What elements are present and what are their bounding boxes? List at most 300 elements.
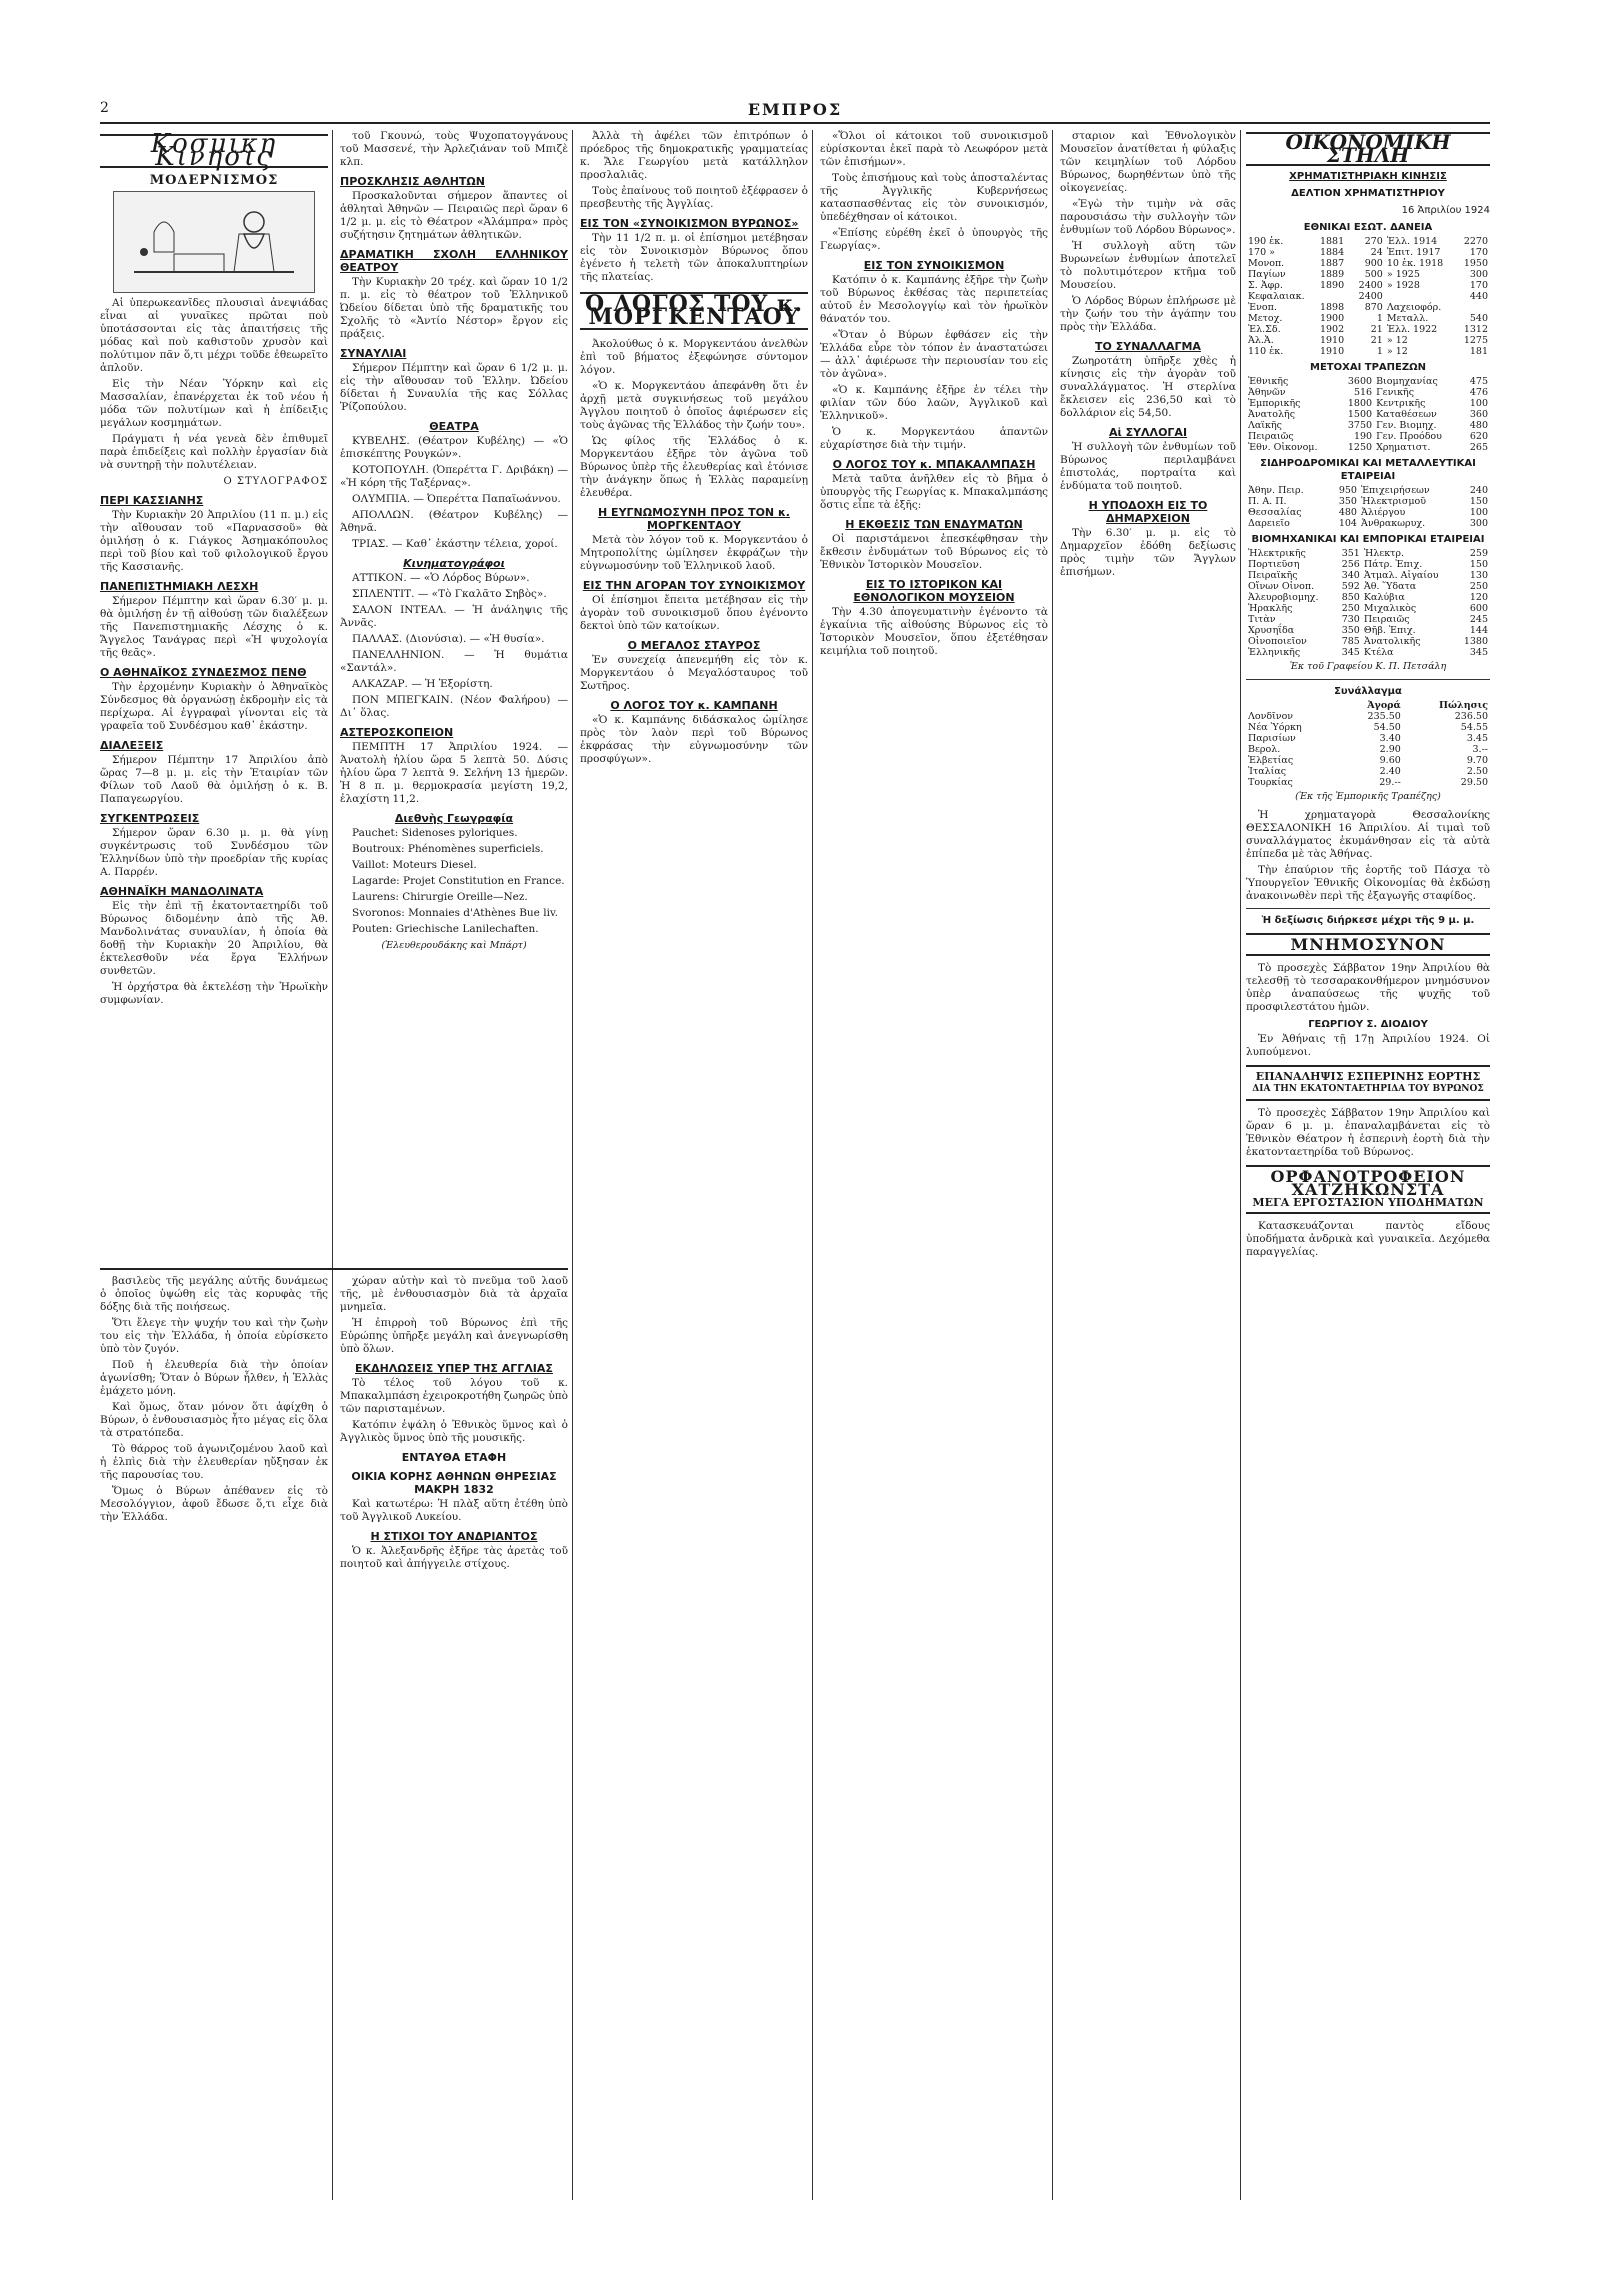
table-cell: 3.45: [1466, 733, 1488, 744]
paragraph: Ἡ ὀρχήστρα θὰ ἐκτελέσῃ τὴν Ἡρωϊκὴν συμφωνίαν.: [100, 981, 328, 1006]
paragraph: Ὁ κ. Ἀλεξανδρῆς ἐξῆρε τὰς ἀρετὰς τοῦ ποιητοῦ καὶ ἀπήγγειλε στίχους.: [340, 1545, 568, 1570]
column-1-bottom: [100, 1275, 328, 2195]
table-row: [1246, 258, 1490, 269]
table-cell: 1500: [1347, 409, 1373, 420]
column-2-top: [340, 130, 568, 1260]
table-cell: 1250: [1347, 442, 1373, 453]
table-cell: 190: [1353, 431, 1373, 442]
table-cell: Ἀνατολικῆς: [1363, 636, 1421, 647]
article-heading: Η ΣΤΙΧΟΙ ΤΟΥ ΑΝΔΡΙΑΝΤΟΣ: [370, 1530, 538, 1543]
article-heading: ΕΙΣ ΤΟ ΙΣΤΟΡΙΚΟΝ ΚΑΙ ΕΘΝΟΛΟΓΙΚΟΝ ΜΟΥΣΕΙΟΝ: [853, 578, 1015, 604]
article-heading: Η ΕΚΘΕΣΙΣ ΤΩΝ ΕΝΔΥΜΑΤΩΝ: [845, 518, 1023, 531]
table-cell: Γενικῆς: [1376, 387, 1415, 398]
fx-table: [1246, 700, 1490, 788]
paragraph: «Ἐγὼ τὴν τιμὴν νὰ σᾶς παρουσιάσω τὴν συλλογὴν τῶν ἐνθυμίων τοῦ Λόρδου Βύρωνος».: [1060, 198, 1236, 236]
table-cell: Τουρκίας: [1248, 777, 1293, 788]
page-number: 2: [100, 100, 109, 116]
table-cell: 1887: [1319, 258, 1345, 269]
table-cell: 54.55: [1460, 722, 1488, 733]
article-heading: Ο ΜΕΓΑΛΟΣ ΣΤΑΥΡΟΣ: [627, 639, 761, 652]
paragraph: βασιλεὺς τῆς μεγάλης αὐτῆς δυνάμεως ὁ ὁποῖος ὑψώθη εἰς τὰς κορυφὰς τῆς δόξης διὰ τῆς ποιήσεως.: [100, 1275, 328, 1313]
article-heading: ΠΡΟΣΚΛΗΣΙΣ ΑΘΛΗΤΩΝ: [340, 175, 485, 188]
paragraph: Τοὺς ἐπισήμους καὶ τοὺς ἀποσταλέντας τῆς Ἀγγλικῆς Κυβερνήσεως κατασπασθέντας εἰς τὸν συνοικισμόν, ὑπεδέχθησαν οἱ κάτοικοι.: [820, 172, 1048, 223]
table-cell: 250: [1341, 603, 1360, 614]
paragraph: Τὴν 6.30′ μ. μ. εἰς τὸ Δημαρχεῖον ἐδόθη δεξίωσις πρὸς τιμὴν τῶν Ἄγγλων ἐπισήμων.: [1060, 527, 1236, 578]
column-rule: [1240, 130, 1241, 2200]
table-row: [1246, 376, 1490, 387]
table-cell: Ἑλληνικῆς: [1248, 647, 1301, 658]
article-heading: ΣΥΓΚΕΝΤΡΩΣΕΙΣ: [100, 812, 200, 825]
listing-item: ΤΡΙΑΣ. — Καθ᾽ ἑκάστην τέλεια, χοροί.: [352, 538, 558, 550]
column-header: [1246, 700, 1341, 711]
paragraph: Κατόπιν ἐψάλη ὁ Ἐθνικὸς ὕμνος καὶ ὁ Ἀγγλικὸς ὕμνος ὑπὸ τῆς μουσικῆς.: [340, 1419, 568, 1444]
table-cell: Γεν. Βιομηχ.: [1376, 420, 1437, 431]
table-heading: ΒΙΟΜΗΧΑΝΙΚΑΙ ΚΑΙ ΕΜΠΟΡΙΚΑΙ ΕΤΑΙΡΕΙΑΙ: [1251, 534, 1485, 545]
table-cell: Π. Α. Π.: [1248, 496, 1287, 507]
table-cell: 9.60: [1379, 755, 1401, 766]
table-cell: Ἐλ.Σδ.: [1248, 324, 1281, 335]
subheading: ΧΡΗΜΑΤΙΣΤΗΡΙΑΚΗ ΚΙΝΗΣΙΣ: [1289, 171, 1447, 182]
table-cell: Ἐπιχειρήσεων: [1360, 485, 1430, 496]
divider: [1246, 679, 1490, 680]
table-cell: 3600: [1347, 376, 1373, 387]
paragraph: Αἱ ὑπερωκεανῖδες πλουσιαὶ ἀνεψιάδας εἶναι αἱ γυναῖκες πρῶται ποὺ ὑποτάσσονται εἰς τὰς ἀπαιτήσεις τῆς μόδας καὶ ποὺ καθιστοῦν χρυσὸν καὶ πολύτιμον πᾶν ὅ,τι μέχρι τοῦδε ἐθεωρεῖτο ἀπλοῦν.: [100, 297, 328, 374]
table-cell: 1910: [1319, 346, 1345, 357]
table-cell: Ἀτμαλ. Αἰγαίου: [1363, 570, 1439, 581]
table-cell: 540: [1469, 313, 1488, 324]
table-cell: 1881: [1319, 236, 1345, 247]
listing-item: ΑΤΤΙΚΟΝ. — «Ὁ Λόρδος Βύρων».: [352, 572, 530, 584]
economic-column: [1246, 130, 1490, 2190]
paragraph: Σήμερον Πέμπτην καὶ ὥραν 6.30′ μ. μ. θὰ ὁμιλήσῃ ἐν τῇ αἰθούσῃ τῶν διαλέξεων τῆς Πανεπιστημιακῆς Λέσχης ὁ κ. Ἄγγελος Τανάγρας περὶ «Ἡ ψυχολογία τῆς θεᾶς».: [100, 595, 328, 659]
table-row: [1246, 335, 1490, 346]
table-cell: Ἐθνικῆς: [1248, 376, 1289, 387]
column-header: Ἀγορά: [1367, 700, 1401, 711]
table-cell: Πειραϊκῆς: [1248, 570, 1298, 581]
table-cell: 21: [1370, 335, 1383, 346]
table-cell: Πειραιῶς: [1248, 431, 1294, 442]
table-cell: [1385, 291, 1457, 302]
table-cell: 3750: [1347, 420, 1373, 431]
column-rule: [332, 130, 333, 2200]
table-cell: 29.--: [1379, 777, 1401, 788]
table-row: [1246, 766, 1490, 777]
column-2-bottom: [340, 1275, 568, 2195]
paragraph: Καὶ ὅμως, ὅταν μόνον ὅτι ἀφίχθη ὁ Βύρων, ὁ ἐνθουσιασμὸς ἦτο μέγας εἰς ὅλα τὰ στρατόπεδα.: [100, 1401, 328, 1439]
table-cell: Οἰνοποιεῖον: [1248, 636, 1307, 647]
table-cell: Πάτρ. Ἐπιχ.: [1363, 559, 1423, 570]
lady-at-table-icon: [114, 192, 314, 292]
table-cell: 340: [1341, 570, 1360, 581]
listing-item: Lagarde: Projet Constitution en France.: [352, 875, 565, 887]
article-heading: ΠΑΝΕΠΙΣΤΗΜΙΑΚΗ ΛΕΣΧΗ: [100, 580, 259, 593]
table-row: [1246, 711, 1490, 722]
table-cell: Ἐνοπ.: [1248, 302, 1277, 313]
table-cell: 300: [1469, 518, 1488, 529]
article-heading: Κινηματογράφοι: [403, 557, 505, 570]
memorial-title: ΜΝΗΜΟΣΥΝΟΝ: [1290, 935, 1446, 954]
table-row: [1246, 614, 1490, 625]
article-heading: ΤΟ ΣΥΝΑΛΛΑΓΜΑ: [1095, 340, 1201, 353]
table-cell: 170: [1469, 280, 1488, 291]
table-cell: 259: [1469, 548, 1488, 559]
table-row: [1246, 387, 1490, 398]
table-cell: Δαρειεῖο: [1248, 518, 1290, 529]
table-cell: Σ. Ἀφρ.: [1248, 280, 1283, 291]
table-cell: Ἀθηνῶν: [1248, 387, 1286, 398]
listing-item: ΠΟΝ ΜΠΕΓΚΑΙΝ. (Νέον Φαλήρου) — Δι᾽ ὅλας.: [340, 694, 568, 719]
article-heading: ΕΙΣ ΤΟΝ «ΣΥΝΟΙΚΙΣΜΟΝ ΒΥΡΩΝΟΣ»: [580, 217, 799, 230]
table-cell: Κεφαλαιακ.: [1248, 291, 1305, 302]
column-5: [1060, 130, 1236, 2190]
table-row: [1246, 744, 1490, 755]
table-cell: [1318, 291, 1351, 302]
table-cell: 100: [1469, 398, 1488, 409]
credit-note: (Ἐλευθερουδάκης καὶ Μπάρτ): [381, 940, 527, 951]
paragraph: ΠΕΜΠΤΗ 17 Ἀπριλίου 1924. — Ἀνατολὴ ἡλίου ὥρα 5 λεπτὰ 50. Δύσις ἡλίου ὥρα 7 λεπτὰ 9. Σελήνη 13 ἡμερῶν. Ἡ 8 π. μ. θερμοκρασία μεγίστη 19,2, ἐλαχίστη 11,2.: [340, 741, 568, 805]
table-cell: Παγίων: [1248, 269, 1286, 280]
listing-item: ΑΠΟΛΛΩΝ. (Θέατρον Κυβέλης) — Ἀθηνᾶ.: [340, 509, 568, 534]
table-cell: 2.40: [1379, 766, 1401, 777]
article-heading: ΑΣΤΕΡΟΣΚΟΠΕΙΟΝ: [340, 726, 454, 739]
table-cell: 100: [1469, 507, 1488, 518]
listing-item: Boutroux: Phénomènes superficiels.: [352, 843, 544, 855]
paragraph: Μετὰ ταῦτα ἀνῆλθεν εἰς τὸ βῆμα ὁ ὑπουργὸς τῆς Γεωργίας κ. Μπακαλμπάσης ὅστις εἶπε τὰ ἑξῆς:: [820, 473, 1048, 511]
table-row: [1246, 313, 1490, 324]
table-cell: 1900: [1319, 313, 1345, 324]
table-row: [1246, 236, 1490, 247]
paragraph: τοῦ Γκουνώ, τοὺς Ψυχοπατογγάνους τοῦ Μασσενέ, τὴν Ἀρλεζιάναν τοῦ Μπιζὲ κλπ.: [340, 130, 568, 168]
table-cell: 54.50: [1373, 722, 1401, 733]
article-heading: ΠΕΡΙ ΚΑΣΣΙΑΝΗΣ: [100, 494, 204, 507]
article-heading: ΘΕΑΤΡΑ: [429, 420, 479, 433]
masthead: [100, 100, 1490, 124]
column-header: Πώλησις: [1439, 700, 1488, 711]
article-heading: ΔΙΑΛΕΞΕΙΣ: [100, 739, 164, 752]
table-row: [1246, 507, 1490, 518]
table-cell: 250: [1469, 581, 1488, 592]
table-row: [1246, 625, 1490, 636]
paragraph: Κατασκευάζονται παντὸς εἴδους ὑποδήματα ἀνδρικὰ καὶ γυναικεῖα. Δεχόμεθα παραγγελίας.: [1246, 1220, 1490, 1258]
inscription-text: ΟΙΚΙΑ ΚΟΡΗΣ ΑΘΗΝΩΝ ΘΗΡΕΣΙΑΣ ΜΑΚΡΗ 1832: [351, 1470, 557, 1496]
table-row: [1246, 722, 1490, 733]
paragraph: Ἐν συνεχείᾳ ἀπενεμήθη εἰς τὸν κ. Μοργκεντάου ὁ Μεγαλόσταυρος τοῦ Σωτῆρος.: [580, 654, 808, 692]
table-row: [1246, 442, 1490, 453]
table-cell: 245: [1469, 614, 1488, 625]
table-cell: Θεσσαλίας: [1248, 507, 1302, 518]
table-cell: 1884: [1319, 247, 1345, 258]
paragraph: «Ὁ κ. Καμπάνης ἐξῆρε ἐν τέλει τὴν φιλίαν τῶν δύο λαῶν, Ἀγγλικοῦ καὶ Ἑλληνικοῦ».: [820, 384, 1048, 422]
article-heading: ΕΙΣ ΤΟΝ ΣΥΝΟΙΚΙΣΜΟΝ: [863, 259, 1005, 272]
table-cell: Καταθέσεων: [1376, 409, 1437, 420]
table-cell: 1380: [1463, 636, 1488, 647]
table-cell: 120: [1469, 592, 1488, 603]
table-cell: 1902: [1319, 324, 1345, 335]
table-cell: 1312: [1463, 324, 1488, 335]
table-row: [1246, 647, 1490, 658]
table-row: [1246, 755, 1490, 766]
table-cell: 1275: [1463, 335, 1488, 346]
table-row: [1246, 592, 1490, 603]
table-cell: 270: [1364, 236, 1383, 247]
table-cell: Τιτὰν: [1248, 614, 1276, 625]
table-cell: 190 ἑκ.: [1248, 236, 1284, 247]
paragraph: Ποῦ ἡ ἐλευθερία διὰ τὴν ὁποίαν ἀγωνίσθη; Ὅταν ὁ Βύρων ἦλθεν, ἡ Ἑλλὰς ἐμάχετο μόνη.: [100, 1359, 328, 1397]
table-row: [1246, 420, 1490, 431]
event-subtitle: ΔΙΑ ΤΗΝ ΕΚΑΤΟΝΤΑΕΤΗΡΙΔΑ ΤΟΥ ΒΥΡΩΝΟΣ: [1252, 1084, 1484, 1094]
table-row: [1246, 409, 1490, 420]
paragraph: Σήμερον Πέμπτην καὶ ὥραν 6 1/2 μ. μ. εἰς τὴν αἴθουσαν τοῦ Ἑλλην. Ὠδείου δίδεται ἡ Συναυλία τῆς κας Σόλλας Ῥίζοπούλου.: [340, 362, 568, 413]
article-heading: Ο ΛΟΓΟΣ ΤΟΥ κ. ΜΠΑΚΑΛΜΠΑΣΗ: [832, 458, 1036, 471]
listing-item: ΚΟΤΟΠΟΥΛΗ. (Ὀπερέττα Γ. Δριβάκη) — «Ἡ κόρη τῆς Ταξέρνας».: [340, 464, 568, 489]
paragraph: «Ὁ κ. Μοργκεντάου ἀπεφάνθη ὅτι ἐν ἀρχῇ μετὰ συγκινήσεως τοῦ μεγάλου Ἀγγλου ποιητοῦ ὁ ὁποῖος ἀφιέρωσεν εἰς τοὺς ἀγῶνας τῆς Ἑλλάδος τὴν ζωήν του».: [580, 380, 808, 431]
table-row: [1246, 280, 1490, 291]
table-heading: ΜΕΤΟΧΑΙ ΤΡΑΠΕΖΩΝ: [1310, 362, 1426, 373]
table-cell: 870: [1364, 302, 1383, 313]
paragraph: Τὴν ἐπαύριον τῆς ἑορτῆς τοῦ Πάσχα τὸ Ὑπουργεῖον Ἐθνικῆς Οἰκονομίας θὰ ἐκδώσῃ ἀνακοινωθὲν περὶ τῆς ἐξαγωγῆς σταφίδος.: [1246, 864, 1490, 902]
table-cell: Νέα Ὑόρκη: [1248, 722, 1302, 733]
listing-item: ΟΛΥΜΠΙΑ. — Ὀπερέττα Παπαϊωάννου.: [352, 493, 561, 505]
table-cell: 2.50: [1466, 766, 1488, 777]
paragraph: Εἰς τὴν ἐπὶ τῇ ἑκατονταετηρίδι τοῦ Βύρωνος διδομένην ἀπὸ τῆς Ἀθ. Μανδολινάτας συναυλίαν, ἡ ὁποία θὰ δοθῇ τὴν Κυριακὴν 20 Ἀπριλίου, θὰ ἐκτελεσθοῦν νέα ἔργα Ἑλλήνων συνθετῶν.: [100, 900, 328, 977]
table-cell: Θῆβ. Ἐπιχ.: [1363, 625, 1416, 636]
subheading: ΔΕΛΤΙΟΝ ΧΡΗΜΑΤΙΣΤΗΡΙΟΥ: [1291, 188, 1445, 199]
table-cell: Πειραιῶς: [1363, 614, 1410, 625]
paragraph: Εἰς τὴν Νέαν Ὑόρκην καὶ εἰς Μασσαλίαν, ἐπανέρχεται ἐκ τοῦ νέου ἡ μόδα τῶν πολυτίμων καὶ ἡ ἐπίδειξις μεγάλων κοσμημάτων.: [100, 378, 328, 429]
paragraph: Ἡ συλλογὴ τῶν ἐνθυμίων τοῦ Βύρωνος περιλαμβάνει ἐπιστολάς, πορτραίτα καὶ ἐνδύματα τοῦ ποιητοῦ.: [1060, 441, 1236, 492]
article-heading: Η ΕΥΓΝΩΜΟΣΥΝΗ ΠΡΟΣ ΤΟΝ κ. ΜΟΡΓΚΕΝΤΑΟΥ: [598, 506, 790, 532]
table-cell: Μιχαλικὸς: [1363, 603, 1417, 614]
table-cell: Ἐλλ. 1914: [1386, 236, 1438, 247]
table-cell: 620: [1469, 431, 1488, 442]
table-row: [1246, 247, 1490, 258]
article-heading: ΕΚΔΗΛΩΣΕΙΣ ΥΠΕΡ ΤΗΣ ΑΓΓΛΙΑΣ: [355, 1362, 553, 1375]
event-title: ΕΠΑΝΑΛΗΨΙΣ ΕΣΠΕΡΙΝΗΣ ΕΟΡΤΗΣ: [1255, 1070, 1481, 1083]
table-cell: Ἐμπορικῆς: [1248, 398, 1301, 409]
article-heading: ΔΡΑΜΑΤΙΚΗ ΣΧΟΛΗ ΕΛΛΗΝΙΚΟΥ ΘΕΑΤΡΟΥ: [340, 248, 568, 274]
table-row: [1246, 570, 1490, 581]
table-heading: ΣΙΔΗΡΟΔΡΟΜΙΚΑΙ ΚΑΙ ΜΕΤΑΛΛΕΥΤΙΚΑΙ ΕΤΑΙΡΕΙΑΙ: [1260, 458, 1476, 482]
paragraph: Ὅμως ὁ Βύρων ἀπέθανεν εἰς τὸ Μεσολόγγιον, ἀφοῦ ἔδωσε ὅ,τι εἶχε διὰ τὴν Ἑλλάδα.: [100, 1485, 328, 1523]
paragraph: χώραν αὐτὴν καὶ τὸ πνεῦμα τοῦ λαοῦ τῆς, μὲ ἐνθουσιασμὸν διὰ τὰ ἀρχαῖα μνημεῖα.: [340, 1275, 568, 1313]
table-cell: 3.40: [1379, 733, 1401, 744]
inscription-heading: ΕΝΤΑΥΘΑ ΕΤΑΦΗ: [401, 1451, 507, 1464]
table-cell: 1890: [1319, 280, 1345, 291]
table-cell: Ἠλεκτρικῆς: [1248, 548, 1306, 559]
table-cell: 500: [1364, 269, 1383, 280]
listing-item: Laurens: Chirurgie Oreille—Nez.: [352, 891, 528, 903]
article-heading: Διεθνὴς Γεωγραφία: [394, 812, 514, 825]
article-heading: Ο ΑΘΗΝΑΪΚΟΣ ΣΥΝΔΕΣΜΟΣ ΠΕΝΘ: [100, 666, 307, 679]
table-cell: 480: [1338, 507, 1357, 518]
paragraph: Ἐν Ἀθήναις τῇ 17ῃ Ἀπριλίου 1924. Οἱ λυπούμενοι.: [1246, 1033, 1490, 1058]
table-cell: Ἀθ. Ὕδατα: [1363, 581, 1417, 592]
table-cell: Καλύβια: [1363, 592, 1405, 603]
table-row: [1246, 559, 1490, 570]
table-cell: 110 ἑκ.: [1248, 346, 1284, 357]
listing-item: Pouten: Griechische Lanilechaften.: [352, 923, 539, 935]
table-cell: Λαχειοφόρ.: [1386, 302, 1442, 313]
paragraph: Ἡ χρηματαγορὰ Θεσσαλονίκης ΘΕΣΣΑΛΟΝΙΚΗ 16 Ἀπριλίου. Αἱ τιμαὶ τοῦ συναλλάγματος ἐκυμάνθησαν εἰς τὰ αὐτὰ ἐπίπεδα μὲ τὰς Ἀθήνας.: [1246, 809, 1490, 860]
listing-item: Vaillot: Moteurs Diesel.: [352, 859, 477, 871]
table-cell: 2400: [1358, 291, 1383, 302]
paragraph: «Ὁ κ. Καμπάνης διδάσκαλος ὡμίλησε πρὸς τὸν λαὸν περὶ τοῦ Βύρωνος ἐκφράσας τὴν εὐγνωμοσύνην τῶν προσφύγων».: [580, 714, 808, 765]
paragraph: Τὴν ἐρχομένην Κυριακὴν ὁ Ἀθηναϊκὸς Σύνδεσμος θὰ ὀργανώσῃ ἐκδρομὴν εἰς τὰ περίχωρα. Αἱ ἐγγραφαὶ γίνονται εἰς τὰ γραφεῖα τοῦ Συνδέσμου καθ᾽ ἑκάστην.: [100, 681, 328, 732]
table-row: [1246, 398, 1490, 409]
column-rule: [812, 130, 813, 2200]
credit-note: Ἐκ τοῦ Γραφείου Κ. Π. Πετσάλη: [1289, 661, 1447, 672]
table-row: [1246, 269, 1490, 280]
table-cell: 350: [1341, 625, 1360, 636]
table-cell: Ἡλεκτρ.: [1363, 548, 1405, 559]
signature: Ο ΣΤΥΛΟΓΡΑΦΟΣ: [223, 476, 328, 487]
table-cell: Ἀλευροβιομηχ.: [1248, 592, 1319, 603]
table-row: [1246, 346, 1490, 357]
table-row: [1246, 636, 1490, 647]
table-cell: 350: [1338, 496, 1357, 507]
table-cell: 10 ἑκ. 1918: [1386, 258, 1444, 269]
paragraph: Ὡς φίλος τῆς Ἑλλάδος ὁ κ. Μοργκεντάου ἐξῆρε τὸν ἀγῶνα τοῦ Βύρωνος ὑπὲρ τῆς ἐλευθερίας καὶ ἐτόνισε τὴν ἀνάγκην ὅπως ἡ Ἑλλὰς παραμείνῃ ἐλευθέρα.: [580, 435, 808, 499]
paragraph: Καὶ κατωτέρω: Ἡ πλὰξ αὕτη ἐτέθη ὑπὸ τοῦ Ἀγγλικοῦ Λυκείου.: [340, 1498, 568, 1523]
table-row: [1246, 581, 1490, 592]
table-cell: 516: [1353, 387, 1373, 398]
divider: [1246, 908, 1490, 909]
paragraph: Ἡ ἐπιρροὴ τοῦ Βύρωνος ἐπὶ τῆς Εὐρώπης ὑπῆρξε μεγάλη καὶ ἀνεγνωρίσθη ὑπὸ ὅλων.: [340, 1317, 568, 1355]
paragraph: Κατόπιν ὁ κ. Καμπάνης ἐξῆρε τὴν ζωὴν τοῦ Βύρωνος ἐκθέσας τὰς περιπετείας αὐτοῦ ἐν Μεσολογγίῳ καὶ τὸν ἡρωϊκὸν θάνατόν του.: [820, 274, 1048, 325]
table-cell: 2270: [1463, 236, 1488, 247]
table-cell: 360: [1469, 409, 1488, 420]
table-cell: 345: [1341, 647, 1360, 658]
advertisement: [1246, 1165, 1490, 1214]
table-cell: 3.--: [1472, 744, 1488, 755]
article-heading: Αἱ ΣΥΛΛΟΓΑΙ: [1108, 426, 1188, 439]
credit-note: (Ἐκ τῆς Ἐμπορικῆς Τραπέζης): [1295, 791, 1441, 802]
table-cell: Ἐθν. Οἰκονομ.: [1248, 442, 1318, 453]
table-cell: Ἡρακλῆς: [1248, 603, 1293, 614]
paragraph: Σήμερον Πέμπτην 17 Ἀπριλίου ἀπὸ ὥρας 7—8 μ. μ. εἰς τὴν Ἑταιρίαν τῶν Φίλων τοῦ Λαοῦ θὰ ὁμιλήσῃ ὁ κ. Β. Παπαγεωργίου.: [100, 754, 328, 805]
table-cell: 170 »: [1248, 247, 1275, 258]
section-title: Κοσμικη Κινησις: [100, 134, 328, 168]
table-cell: Ἀθην. Πειρ.: [1248, 485, 1304, 496]
table-cell: Ἠλεκτρισμοῦ: [1360, 496, 1427, 507]
memorial-name: ΓΕΩΡΓΙΟΥ Σ. ΔΙΟΔΙΟΥ: [1308, 1019, 1428, 1030]
table-heading: ΕΘΝΙΚΑΙ ΕΣΩΤ. ΔΑΝΕΙΑ: [1303, 222, 1433, 233]
table-header-row: [1246, 700, 1490, 711]
inds-table: [1246, 548, 1490, 658]
table-cell: 256: [1341, 559, 1360, 570]
advertisement-title: ΟΡΦΑΝΟΤΡΟΦΕΙΟΝ ΧΑΤΖΗΚΩΝΣΤΑ: [1270, 1167, 1466, 1199]
table-cell: 104: [1338, 518, 1357, 529]
table-cell: Ἀλιέργου: [1360, 507, 1406, 518]
paragraph: Τὸ τέλος τοῦ λόγου τοῦ κ. Μπακαλμπάση ἐχειροκροτήθη ζωηρῶς ὑπὸ τῶν παρισταμένων.: [340, 1377, 568, 1415]
table-cell: 150: [1469, 496, 1488, 507]
paragraph: Μετὰ τὸν λόγον τοῦ κ. Μοργκεντάου ὁ Μητροπολίτης ὡμίλησεν ἐκφράζων τὴν εὐγνωμοσύνην τοῦ Ἑλληνικοῦ λαοῦ.: [580, 534, 808, 572]
table-cell: 24: [1370, 247, 1383, 258]
table-cell: 480: [1469, 420, 1488, 431]
table-cell: 950: [1338, 485, 1357, 496]
listing-item: ΣΠΛΕΝΤΙΤ. — «Τὸ Γκαλᾶτο Σηβὸς».: [352, 588, 547, 600]
article-heading: ΜΟΔΕΡΝΙΣΜΟΣ: [149, 173, 279, 188]
paragraph: Τοὺς ἐπαίνους τοῦ ποιητοῦ ἐξέφρασεν ὁ πρεσβευτὴς τῆς Ἀγγλίας.: [580, 185, 808, 210]
table-row: [1246, 777, 1490, 788]
paragraph: Τὸ προσεχὲς Σάββατον 19ην Ἀπριλίου θὰ τελεσθῇ τὸ τεσσαρακονθήμερον μνημόσυνον ὑπὲρ ἀναπαύσεως τῆς ψυχῆς τοῦ προσφιλεστάτου ἡμῶν.: [1246, 962, 1490, 1013]
table-cell: 351: [1341, 548, 1360, 559]
paragraph: «Ἐπίσης εὑρέθη ἐκεῖ ὁ ὑπουργὸς τῆς Γεωργίας».: [820, 227, 1048, 252]
table-cell: Οἴνων Οἰνοπ.: [1248, 581, 1315, 592]
paragraph: Ὁ Λόρδος Βύρων ἐπλήρωσε μὲ τὴν ζωήν του τὴν ἀγάπην του πρὸς τὴν Ἑλλάδα.: [1060, 295, 1236, 333]
table-cell: Χρηματιστ.: [1376, 442, 1431, 453]
paragraph: Ὅτι ἔλεγε τὴν ψυχήν του καὶ τὴν ζωὴν του εἰς τὴν Ἑλλάδα, ἡ ὁποία εὑρίσκετο ὑπὸ τὸν ζυγόν.: [100, 1317, 328, 1355]
listing-item: ΣΑΛΟΝ ΙΝΤΕΑΛ. — Ἡ ἀνάληψις τῆς Ἀννᾶς.: [340, 604, 568, 629]
table-row: [1246, 496, 1490, 507]
table-cell: 1910: [1319, 335, 1345, 346]
headline: Ο ΛΟΓΟΣ ΤΟΥ κ. ΜΟΡΓΚΕΝΤΑΟΥ: [580, 292, 808, 330]
column-4: [820, 130, 1048, 2190]
table-cell: 265: [1469, 442, 1488, 453]
table-row: [1246, 603, 1490, 614]
paragraph: Οἱ παριστάμενοι ἐπεσκέφθησαν τὴν ἔκθεσιν ἐνδυμάτων τοῦ Βύρωνος εἰς τὸ Ἐθνικὸν Ἱστορικὸν Μουσεῖον.: [820, 533, 1048, 571]
paragraph: Τὴν 11 1/2 π. μ. οἱ ἐπίσημοι μετέβησαν εἰς τὸν Συνοικισμὸν Βύρωνος ὅπου ἐγένετο ἡ τελετὴ τῶν ἀποκαλυπτηρίων τῆς πλατείας.: [580, 232, 808, 283]
table-cell: [1457, 302, 1490, 313]
table-cell: Ἐπιτ. 1917: [1386, 247, 1441, 258]
paragraph: Ἀλλὰ τὴ ἀφέλει τῶν ἐπιτρόπων ὁ πρόεδρος τῆς δημοκρατικῆς γραμματείας κ. Ἄλε Γεωργίου μετὰ κατάλληλον προσλαλιᾶς.: [580, 130, 808, 181]
table-cell: Κεντρικῆς: [1376, 398, 1426, 409]
table-cell: Μεταλλ.: [1386, 313, 1429, 324]
paragraph: Πράγματι ἡ νέα γενεὰ δὲν ἐπιθυμεῖ παρὰ ἐπιδείξεις καὶ πολλὴν ἐργασίαν διὰ νὰ συντηρῇ τὴν πολυτέλειαν.: [100, 433, 328, 471]
table-cell: Μετοχ.: [1248, 313, 1283, 324]
table-cell: 9.70: [1466, 755, 1488, 766]
table-cell: Ἰταλίας: [1248, 766, 1287, 777]
table-cell: Ἀνατολῆς: [1248, 409, 1296, 420]
table-cell: Λονδῖνον: [1248, 711, 1294, 722]
table-row: [1246, 733, 1490, 744]
table-row: [1246, 324, 1490, 335]
table-cell: 1950: [1463, 258, 1488, 269]
table-cell: Κτέλα: [1363, 647, 1394, 658]
table-cell: Μονοπ.: [1248, 258, 1285, 269]
listing-item: ΚΥΒΕΛΗΣ. (Θέατρον Κυβέλης) — «Ὁ ἐπισκέπτης Ρουγκών».: [340, 435, 568, 460]
listing-item: Svoronos: Monnaies d'Athènes Bue liv.: [352, 907, 558, 919]
table-cell: 592: [1341, 581, 1360, 592]
paragraph: Τὴν Κυριακὴν 20 Ἀπριλίου (11 π. μ.) εἰς τὴν αἴθουσαν τοῦ «Παρνασσοῦ» θὰ ὁμιλήσῃ ὁ κ. Γιάγκος Ἀσημακόπουλος περὶ τοῦ βίου καὶ τοῦ φιλολογικοῦ ἔργου τῆς Κασσιανῆς.: [100, 509, 328, 573]
table-row: [1246, 431, 1490, 442]
table-heading: Συνάλλαγμα: [1334, 686, 1402, 697]
event-notice: [1246, 1065, 1490, 1101]
table-cell: 144: [1469, 625, 1488, 636]
paragraph: Τὸ θάρρος τοῦ ἀγωνιζομένου λαοῦ καὶ ἡ ἐλπὶς διὰ τὴν ἐλευθερίαν ηὔξησαν ἐκ τῆς παρουσίας του.: [100, 1443, 328, 1481]
table-row: [1246, 548, 1490, 559]
column-3: [580, 130, 808, 2190]
table-cell: Ἑλβετίας: [1248, 755, 1294, 766]
table-cell: Βερολ.: [1248, 744, 1281, 755]
article-heading: ΕΙΣ ΤΗΝ ΑΓΟΡΑΝ ΤΟΥ ΣΥΝΟΙΚΙΣΜΟΥ: [582, 579, 806, 592]
paragraph: Σήμερον ὥραν 6.30 μ. μ. θὰ γίνῃ συγκέντρωσις τοῦ Συνδέσμου τῶν Ἑλληνίδων ὑπὸ τὴν προεδρίαν τῆς κυρίας Α. Παρρέν.: [100, 827, 328, 878]
memorial-notice: [1246, 933, 1490, 956]
table-cell: 730: [1341, 614, 1360, 625]
article-heading: Ο ΛΟΓΟΣ ΤΟΥ κ. ΚΑΜΠΑΝΗ: [610, 699, 778, 712]
article-heading: ΣΥΝΑΥΛΙΑΙ: [340, 347, 407, 360]
paragraph: Τὴν 4.30 ἀπογευματινὴν ἐγένοντο τὰ ἐγκαίνια τῆς αἰθούσης Βύρωνος εἰς τὸ Ἱστορικὸν Μουσεῖον, ὅπου ἐξετέθησαν κειμήλια τοῦ ποιητοῦ.: [820, 606, 1048, 657]
table-cell: 240: [1469, 485, 1488, 496]
table-row: [1246, 291, 1490, 302]
notice: Ἡ δεξίωσις διήρκεσε μέχρι τῆς 9 μ. μ.: [1261, 915, 1475, 926]
paragraph: Οἱ ἐπίσημοι ἔπειτα μετέβησαν εἰς τὴν ἀγορὰν τοῦ συνοικισμοῦ ὅπου ἐγένοντο δεκτοὶ ὑπὸ τῶν κατοίκων.: [580, 594, 808, 632]
fashion-illustration: [113, 191, 315, 293]
table-cell: Παρισίων: [1248, 733, 1296, 744]
loans-table: [1246, 236, 1490, 357]
table-cell: Λαϊκῆς: [1248, 420, 1282, 431]
table-cell: 850: [1341, 592, 1360, 603]
